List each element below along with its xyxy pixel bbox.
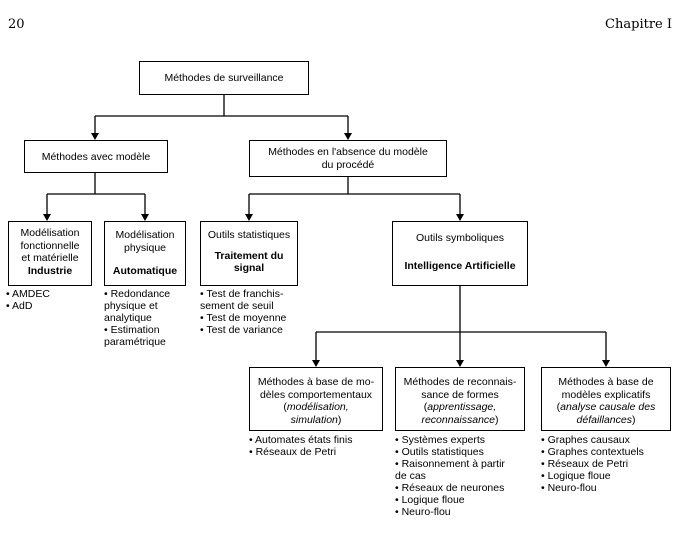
node-functional-domain: Industrie	[27, 264, 73, 277]
node-behavioral-line1: Méthodes à base de mo-	[257, 376, 375, 388]
node-explicit-italic1: (analyse causale des	[556, 401, 656, 414]
node-functional-modeling	[8, 221, 92, 286]
node-methods-with-model-label: Méthodes avec modèle	[41, 151, 151, 163]
node-physical-line1: Modélisation	[115, 229, 175, 241]
list-item: • AMDEC	[6, 288, 90, 300]
list-item: • Graphes causaux	[541, 434, 671, 446]
node-behavioral-models	[249, 367, 383, 431]
list-item: • Logique floue	[395, 494, 519, 506]
list-item: • Test de moyenne	[200, 312, 302, 324]
node-functional-line3: et matérielle	[21, 252, 79, 265]
list-item: • Neuro-flou	[395, 506, 519, 518]
node-surveillance-methods-label: Méthodes de surveillance	[164, 72, 284, 84]
node-physical-line2: physique	[123, 241, 167, 254]
statistical-methods-list	[200, 288, 302, 336]
node-symbolic-label: Outils symboliques	[415, 232, 505, 244]
node-methods-without-model-line1: Méthodes en l'absence du modèle	[268, 146, 428, 158]
pattern-methods-list	[395, 434, 519, 518]
node-explicit-italic2: défaillances)	[576, 413, 636, 426]
node-functional-line2: fonctionnelle	[20, 239, 80, 252]
list-item: • Neuro-flou	[541, 482, 671, 494]
node-explicit-line2: modèles explicatifs	[561, 388, 651, 401]
node-statistical-domain-line2: signal	[233, 262, 265, 275]
node-explicit-line1: Méthodes à base de	[558, 376, 654, 388]
node-symbolic-tools	[392, 221, 528, 286]
list-item: • Logique floue	[541, 470, 671, 482]
node-methods-with-model	[24, 140, 168, 173]
node-pattern-line2: sance de formes	[421, 388, 499, 401]
physical-methods-list	[104, 288, 184, 348]
chapter-title: Chapitre I	[605, 17, 672, 32]
node-pattern-italic2: reconnaissance)	[421, 413, 499, 426]
node-pattern-line1: Méthodes de reconnais-	[403, 376, 517, 388]
node-pattern-italic1: (apprentissage,	[423, 401, 497, 414]
list-item: • Outils statistiques	[395, 446, 519, 458]
node-behavioral-italic2: simulation)	[290, 413, 342, 426]
behavioral-methods-list	[249, 434, 379, 458]
list-item: • Test de franchis-sement de seuil	[200, 288, 302, 312]
functional-methods-list	[6, 288, 90, 312]
node-statistical-tools	[200, 221, 298, 286]
node-behavioral-italic1: (modélisation,	[283, 401, 349, 414]
node-behavioral-line2: dèles comportementaux	[259, 388, 373, 401]
list-item: • Réseaux de neurones	[395, 482, 519, 494]
explicit-methods-list	[541, 434, 671, 494]
list-item: • Réseaux de Petri	[541, 458, 671, 470]
node-methods-without-model	[249, 140, 447, 177]
list-item: • Automates états finis	[249, 434, 379, 446]
node-pattern-recognition	[395, 367, 525, 431]
node-surveillance-methods	[139, 61, 309, 95]
list-item: • Estimation paramétrique	[104, 324, 184, 348]
node-explicit-models	[541, 367, 671, 431]
node-physical-modeling	[104, 221, 186, 286]
node-functional-line1: Modélisation	[20, 227, 80, 239]
page-number: 20	[8, 17, 25, 32]
list-item: • AdD	[6, 300, 90, 312]
list-item: • Test de variance	[200, 324, 302, 336]
list-item: • Redondance physique et analytique	[104, 288, 184, 324]
node-statistical-label: Outils statistiques	[207, 229, 291, 241]
node-symbolic-domain: Intelligence Artificielle	[404, 259, 516, 272]
list-item: • Systèmes experts	[395, 434, 519, 446]
list-item: • Raisonnement à partir de cas	[395, 458, 519, 482]
node-methods-without-model-line2: du procédé	[321, 158, 375, 171]
list-item: • Graphes contextuels	[541, 446, 671, 458]
node-statistical-domain-line1: Traitement du	[214, 249, 284, 262]
node-physical-domain: Automatique	[112, 265, 178, 278]
list-item: • Réseaux de Petri	[249, 446, 379, 458]
